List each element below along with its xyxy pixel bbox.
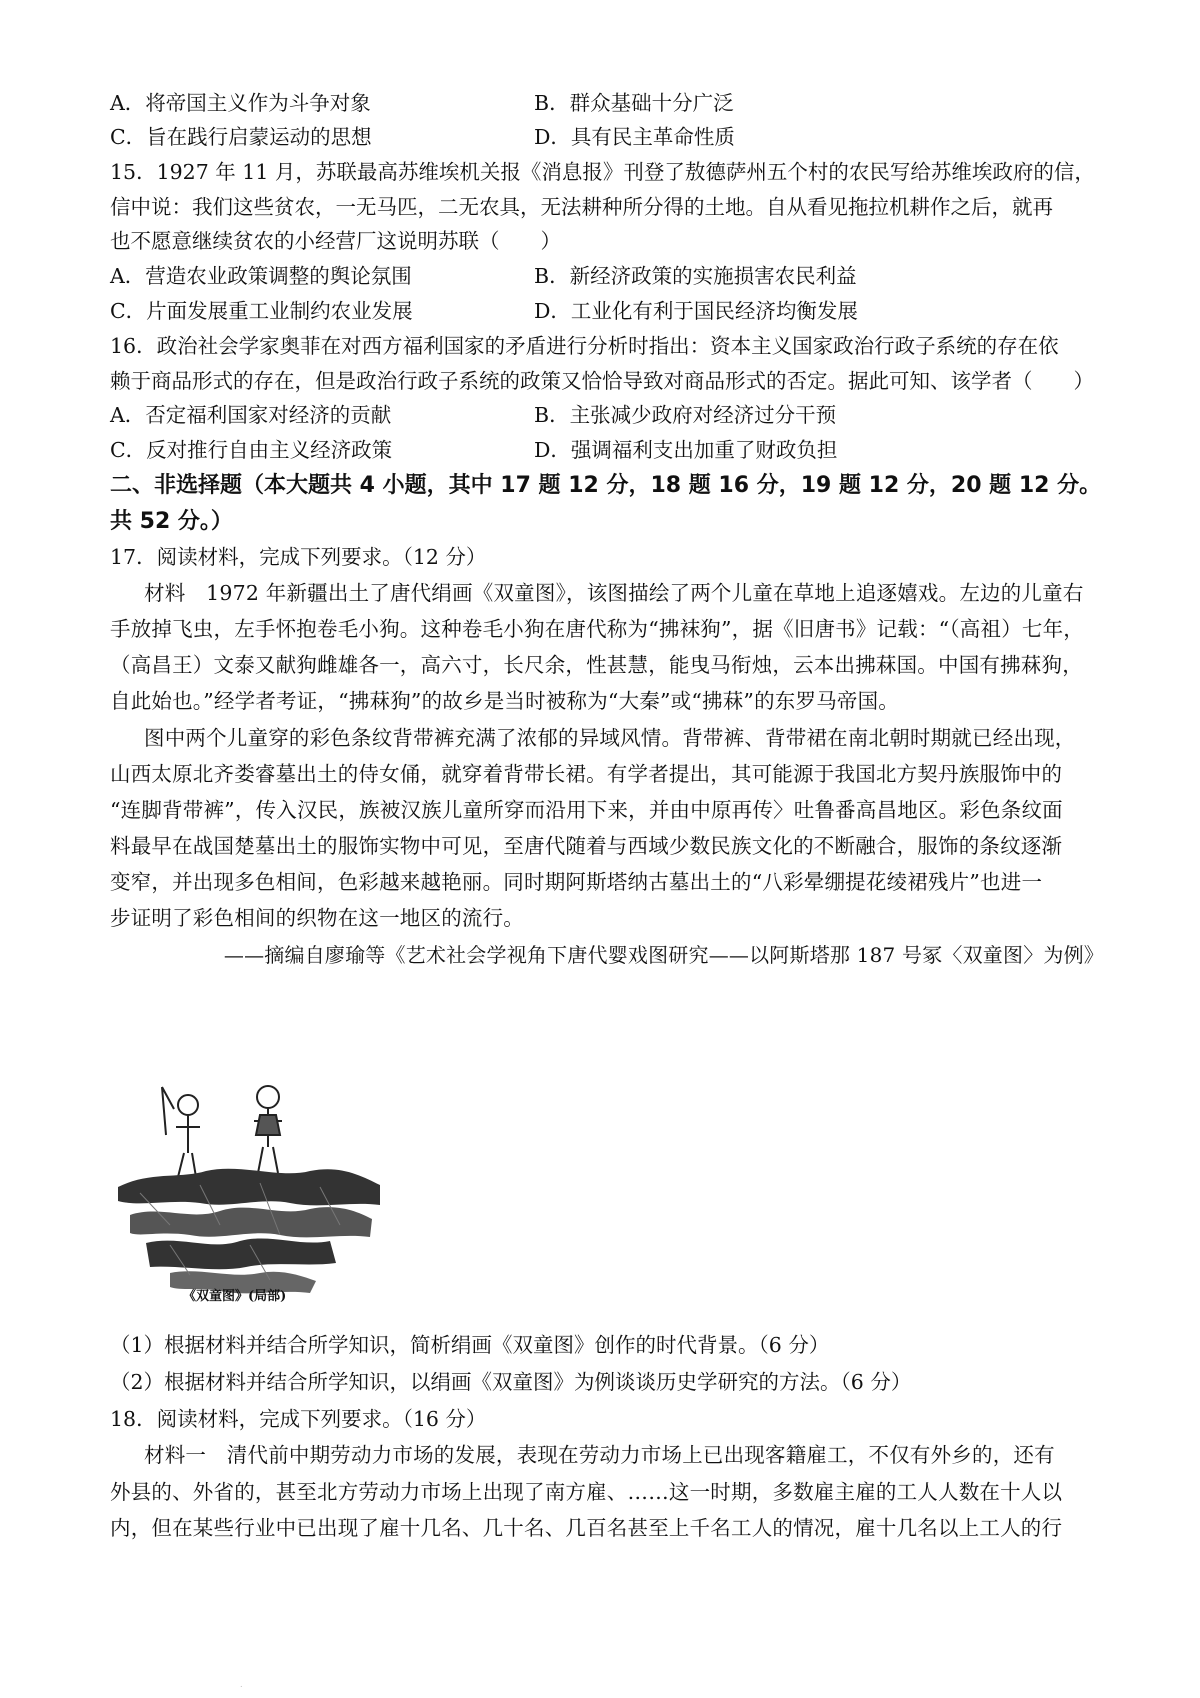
q16-option-a: A．否定福利国家对经济的贡献 <box>110 403 392 427</box>
q16-option-d: D．强调福利支出加重了财政负担 <box>534 438 838 462</box>
section-heading-cont: 共 52 分。） <box>110 509 233 534</box>
q16-stem-line: 赖于商品形式的存在，但是政治行政子系统的政策又恰恰导致对商品形式的否定。据此可知、该学者（ ） <box>110 369 1094 393</box>
q17-material-line: 步证明了彩色相间的织物在这一地区的流行。 <box>110 906 524 930</box>
twin-children-painting-image <box>110 1075 390 1315</box>
q15-stem-line: 15．1927 年 11 月，苏联最高苏维埃机关报《消息报》刊登了敖德萨州五个村的农民写给苏维埃政府的信， <box>110 160 1095 184</box>
q15-stem-line: 也不愿意继续贫农的小经营厂这说明苏联（ ） <box>110 229 561 253</box>
q16-option-b: B．主张减少政府对经济过分干预 <box>534 403 837 427</box>
q16-option-c: C．反对推行自由主义经济政策 <box>110 438 393 462</box>
q18-material-line: 外县的、外省的，甚至北方劳动力市场上出现了南方雇、……这一时期，多数雇主雇的工人人数在十人以 <box>110 1480 1063 1504</box>
q17-material-line: 自此始也。”经学者考证，“拂菻狗”的故乡是当时被称为“大秦”或“拂菻”的东罗马帝国。 <box>110 689 900 713</box>
q17-subquestion-1: （1）根据材料并结合所学知识，简析绢画《双童图》创作的时代背景。（6 分） <box>110 1333 830 1357</box>
q17-subquestion-2: （2）根据材料并结合所学知识，以绢画《双童图》为例谈谈历史学研究的方法。（6 分） <box>110 1370 912 1394</box>
q14-option-c: C．旨在践行启蒙运动的思想 <box>110 125 372 149</box>
q17-material-line: “连脚背带裤”，传入汉民，族被汉族儿童所穿而沿用下来，并由中原再传〉吐鲁番高昌地区。彩色条纹面 <box>110 798 1063 822</box>
q14-option-b: B．群众基础十分广泛 <box>534 91 734 115</box>
q17-material-line: （高昌王）文泰又献狗雌雄各一，高六寸，长尺余，性甚慧，能曳马衔烛，云本出拂菻国。中国有拂菻狗， <box>110 653 1083 677</box>
q14-option-a: A．将帝国主义作为斗争对象 <box>110 91 371 115</box>
q17-material-line: 料最早在战国楚墓出土的服饰实物中可见，至唐代随着与西域少数民族文化的不断融合，服饰的条纹逐渐 <box>110 834 1063 858</box>
page-speck: . <box>240 1680 243 1689</box>
q16-stem-line: 16．政治社会学家奥菲在对西方福利国家的矛盾进行分析时指出：资本主义国家政治行政子系统的存在依 <box>110 334 1059 358</box>
section-heading: 二、非选择题（本大题共 4 小题，其中 17 题 12 分，18 题 16 分，19 题 12 分，20 题 12 分。 <box>110 473 1102 498</box>
figure-caption: 《双童图》(局部) <box>183 1289 287 1304</box>
q18-material-line: 内，但在某些行业中已出现了雇十几名、几十名、几百名甚至上千名工人的情况，雇十几名以上工人的行 <box>110 1516 1063 1540</box>
q15-stem-line: 信中说：我们这些贫农，一无马匹，二无农具，无法耕种所分得的土地。自从看见拖拉机耕作之后，就再 <box>110 195 1053 219</box>
q18-material-line: 材料一 清代前中期劳动力市场的发展，表现在劳动力市场上已出现客籍雇工，不仅有外乡的，还有 <box>144 1443 1055 1467</box>
q17-material-line: 图中两个儿童穿的彩色条纹背带裤充满了浓郁的异域风情。背带裤、背带裙在南北朝时期就已经出现， <box>144 726 1076 750</box>
q14-option-d: D．具有民主革命性质 <box>534 125 735 149</box>
q18-title: 18．阅读材料，完成下列要求。（16 分） <box>110 1407 487 1431</box>
q17-material-line: 手放掉飞虫，左手怀抱卷毛小狗。这种卷毛小狗在唐代称为“拂袜狗”，据《旧唐书》记载：“（高祖）七年， <box>110 617 1084 641</box>
q15-option-a: A．营造农业政策调整的舆论氛围 <box>110 264 412 288</box>
q15-option-c: C．片面发展重工业制约农业发展 <box>110 299 413 323</box>
q15-option-d: D．工业化有利于国民经济均衡发展 <box>534 299 858 323</box>
q17-material-line: 山西太原北齐娄睿墓出土的侍女俑，就穿着背带长裙。有学者提出，其可能源于我国北方契丹族服饰中的 <box>110 762 1063 786</box>
q17-title: 17．阅读材料，完成下列要求。（12 分） <box>110 545 487 569</box>
q17-material-line: 材料 1972 年新疆出土了唐代绢画《双童图》，该图描绘了两个儿童在草地上追逐嬉戏。左边的儿童右 <box>144 581 1084 605</box>
q17-source-citation: ——摘编自廖瑜等《艺术社会学视角下唐代婴戏图研究——以阿斯塔那 187 号冢〈双童图〉为例》 <box>223 943 1104 967</box>
q17-material-line: 变窄，并出现多色相间，色彩越来越艳丽。同时期阿斯塔纳古墓出土的“八彩晕绷提花绫裙残片”也进一 <box>110 870 1043 894</box>
q15-option-b: B．新经济政策的实施损害农民利益 <box>534 264 857 288</box>
